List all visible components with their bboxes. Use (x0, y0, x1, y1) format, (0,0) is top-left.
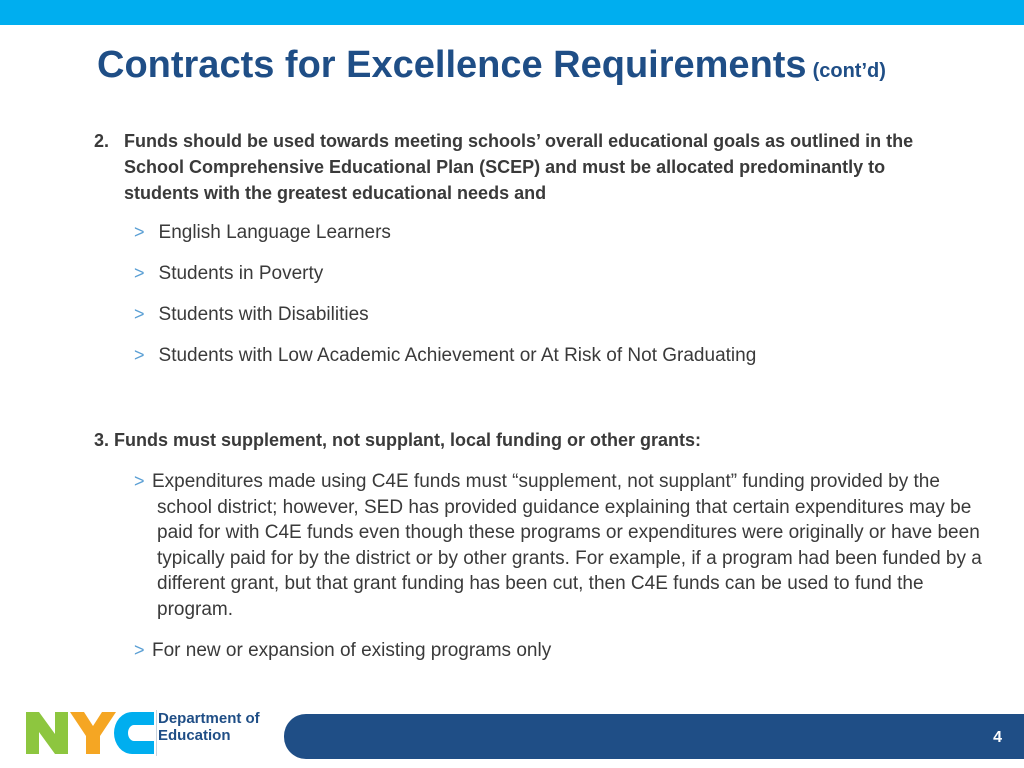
slide-title-text: Contracts for Excellence Requirements (97, 44, 807, 86)
list-item-text: Expenditures made using C4E funds must “supplement, not supplant” funding provided by the school district; however, SED has provided guidance explaining that certain expenditures may be paid for with C4E funds even though these programs or expenditures were originally or have been typically paid for by the district or by other grants. For example, if a program had been funded by a different grant, but that grant funding has been cut, then C4E funds can be used to fund the program. (152, 471, 982, 620)
logo-department-label (158, 710, 260, 744)
chevron-right-icon: > (134, 471, 145, 491)
point-2-text: Funds should be used towards meeting schools’ overall educational goals as outlined in the School Comprehensive Educational Plan (SCEP) and must be allocated predominantly to students with the greatest educational needs and (124, 131, 914, 203)
list-item-text: Students with Low Academic Achievement or At Risk of Not Graduating (158, 345, 757, 366)
list-item (134, 304, 369, 326)
chevron-right-icon: > (134, 640, 145, 660)
point-2-number: 2. (94, 131, 110, 151)
list-item (134, 469, 984, 622)
chevron-right-icon: > (134, 345, 145, 365)
chevron-right-icon: > (134, 304, 145, 324)
slide-title (97, 44, 886, 87)
list-item (134, 345, 756, 367)
logo-line-1: Department of (158, 710, 260, 727)
logo-line-2: Education (158, 727, 231, 744)
logo-letter-y (70, 712, 116, 754)
list-item-text: Students in Poverty (158, 263, 324, 284)
point-3-heading: 3. Funds must supplement, not supplant, local funding or other grants: (94, 430, 702, 450)
chevron-right-icon: > (134, 222, 145, 242)
list-item-text: For new or expansion of existing programs only (152, 640, 552, 661)
page-number: 4 (993, 729, 1002, 746)
list-item-text: Students with Disabilities (158, 304, 369, 325)
point-2-heading (94, 128, 914, 206)
footer-bar (284, 714, 1024, 759)
slide-title-suffix: (cont’d) (812, 60, 886, 82)
logo-letter-n (26, 712, 68, 754)
list-item (134, 222, 391, 244)
list-item (134, 638, 984, 664)
top-accent-bar (0, 0, 1024, 25)
chevron-right-icon: > (134, 263, 145, 283)
list-item (134, 263, 323, 285)
list-item-text: English Language Learners (158, 222, 391, 243)
logo-letter-c (114, 712, 154, 754)
